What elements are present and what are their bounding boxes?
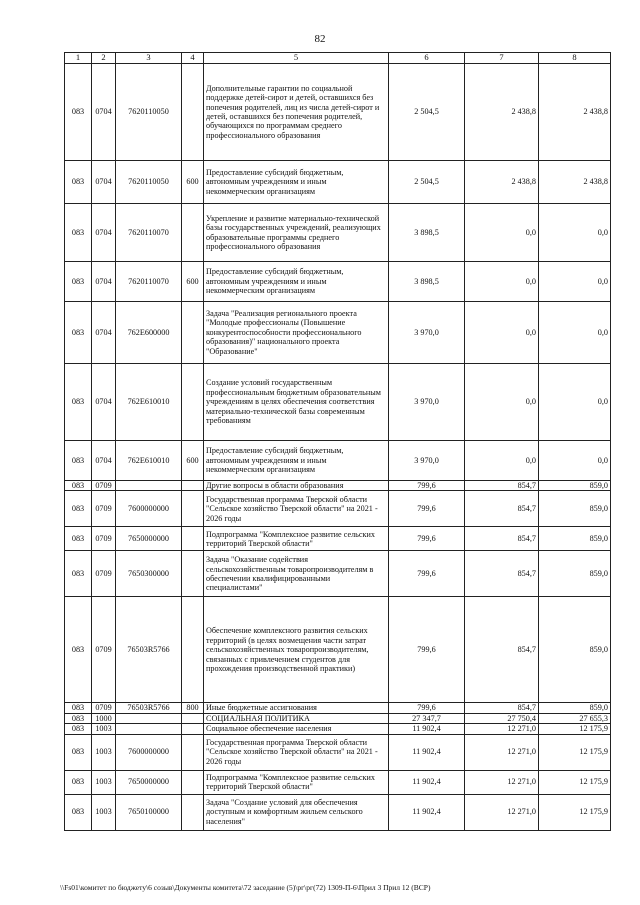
table-cell-8: 859,0 — [539, 491, 611, 527]
table-cell-3: 762E610010 — [116, 364, 182, 441]
table-cell-1: 083 — [65, 481, 92, 491]
table-cell-1: 083 — [65, 770, 92, 794]
table-cell-5: Дополнительные гарантии по социальной поддержке детей-сирот и детей, оставшихся без попечения родителей, лиц из числа детей-сирот и детей, оставшихся без попечения родителей, обучающихся по программам среднего профессионального образования — [204, 64, 389, 161]
table-cell-7: 0,0 — [465, 204, 539, 262]
table-cell-1: 083 — [65, 364, 92, 441]
table-row — [65, 491, 611, 527]
table-cell-6: 3 970,0 — [389, 302, 465, 364]
table-cell-4 — [182, 481, 204, 491]
table-cell-8: 2 438,8 — [539, 161, 611, 204]
table-cell-3: 76503R5766 — [116, 703, 182, 713]
table-row — [65, 770, 611, 794]
table-cell-8: 0,0 — [539, 262, 611, 302]
table-cell-7: 854,7 — [465, 551, 539, 597]
table-cell-2: 1000 — [92, 713, 116, 723]
column-header: 6 — [389, 53, 465, 64]
table-cell-4 — [182, 364, 204, 441]
table-cell-1: 083 — [65, 161, 92, 204]
table-cell-7: 854,7 — [465, 527, 539, 551]
table-cell-5: Обеспечение комплексного развития сельских территорий (в целях возмещения части затрат сельскохозяйственных товаропроизводителям, связанных с привлечением студентов для прохождения производственной практики) — [204, 597, 389, 703]
table-cell-3 — [116, 481, 182, 491]
table-cell-6: 3 970,0 — [389, 364, 465, 441]
table-cell-7: 854,7 — [465, 703, 539, 713]
table-row — [65, 161, 611, 204]
table-cell-1: 083 — [65, 64, 92, 161]
table-cell-6: 799,6 — [389, 597, 465, 703]
table-cell-4 — [182, 597, 204, 703]
table-cell-7: 12 271,0 — [465, 794, 539, 830]
table-cell-4 — [182, 527, 204, 551]
table-cell-7: 0,0 — [465, 441, 539, 481]
table-cell-2: 1003 — [92, 734, 116, 770]
table-cell-7: 854,7 — [465, 481, 539, 491]
table-cell-4 — [182, 734, 204, 770]
table-cell-3: 7620110070 — [116, 204, 182, 262]
table-cell-1: 083 — [65, 302, 92, 364]
column-header: 2 — [92, 53, 116, 64]
column-number-row — [65, 53, 611, 64]
table-cell-5: Задача "Оказание содействия сельскохозяйственным товаропроизводителям в обеспечении квалифицированными специалистами" — [204, 551, 389, 597]
table-cell-8: 0,0 — [539, 204, 611, 262]
table-cell-8: 859,0 — [539, 481, 611, 491]
table-row — [65, 703, 611, 713]
table-cell-2: 0704 — [92, 262, 116, 302]
table-cell-4 — [182, 724, 204, 734]
table-cell-5: Другие вопросы в области образования — [204, 481, 389, 491]
table-cell-1: 083 — [65, 441, 92, 481]
table-cell-2: 0709 — [92, 551, 116, 597]
table-cell-1: 083 — [65, 734, 92, 770]
table-cell-2: 0709 — [92, 703, 116, 713]
table-cell-3: 762E600000 — [116, 302, 182, 364]
table-cell-8: 0,0 — [539, 364, 611, 441]
table-cell-8: 12 175,9 — [539, 770, 611, 794]
table-row — [65, 734, 611, 770]
table-cell-5: Предоставление субсидий бюджетным, автономным учреждениям и иным некоммерческим организациям — [204, 161, 389, 204]
table-cell-3 — [116, 713, 182, 723]
table-cell-6: 799,6 — [389, 551, 465, 597]
table-row — [65, 527, 611, 551]
table-cell-3: 7650000000 — [116, 527, 182, 551]
table-row — [65, 302, 611, 364]
table-cell-6: 2 504,5 — [389, 161, 465, 204]
table-cell-6: 799,6 — [389, 481, 465, 491]
table-cell-5: Задача "Реализация регионального проекта "Молодые профессионалы (Повышение конкурентоспособности профессионального образования)" национального проекта "Образование" — [204, 302, 389, 364]
table-cell-5: СОЦИАЛЬНАЯ ПОЛИТИКА — [204, 713, 389, 723]
table-cell-8: 859,0 — [539, 597, 611, 703]
file-path-footer: \\Fs01\комитет по бюджету\6 созыв\Документы комитета\72 заседание (5)\рг\рг(72) 1309-П-6\Прил 3 Прил 12 (ВСР) — [60, 883, 431, 892]
table-cell-2: 0709 — [92, 597, 116, 703]
table-cell-8: 0,0 — [539, 441, 611, 481]
table-cell-4 — [182, 204, 204, 262]
table-cell-1: 083 — [65, 491, 92, 527]
table-cell-4: 600 — [182, 262, 204, 302]
table-cell-7: 12 271,0 — [465, 724, 539, 734]
column-header: 7 — [465, 53, 539, 64]
table-cell-1: 083 — [65, 703, 92, 713]
table-row — [65, 441, 611, 481]
table-cell-2: 0704 — [92, 302, 116, 364]
table-cell-2: 0709 — [92, 527, 116, 551]
table-cell-6: 2 504,5 — [389, 64, 465, 161]
table-cell-7: 12 271,0 — [465, 734, 539, 770]
table-cell-8: 0,0 — [539, 302, 611, 364]
table-cell-2: 0704 — [92, 441, 116, 481]
table-cell-8: 859,0 — [539, 527, 611, 551]
table-cell-5: Подпрограмма "Комплексное развитие сельских территорий Тверской области" — [204, 770, 389, 794]
table-cell-5: Иные бюджетные ассигнования — [204, 703, 389, 713]
table-cell-6: 799,6 — [389, 491, 465, 527]
table-cell-3: 7650000000 — [116, 770, 182, 794]
table-row — [65, 481, 611, 491]
table-cell-5: Подпрограмма "Комплексное развитие сельских территорий Тверской области" — [204, 527, 389, 551]
table-cell-8: 27 655,3 — [539, 713, 611, 723]
column-header: 1 — [65, 53, 92, 64]
table-cell-7: 0,0 — [465, 262, 539, 302]
table-row — [65, 551, 611, 597]
table-cell-6: 11 902,4 — [389, 770, 465, 794]
table-cell-8: 859,0 — [539, 703, 611, 713]
table-cell-7: 0,0 — [465, 302, 539, 364]
table-row — [65, 794, 611, 830]
table-cell-2: 1003 — [92, 794, 116, 830]
table-cell-4: 800 — [182, 703, 204, 713]
table-cell-1: 083 — [65, 597, 92, 703]
table-cell-3: 7620110070 — [116, 262, 182, 302]
table-cell-4 — [182, 713, 204, 723]
table-cell-3: 7650300000 — [116, 551, 182, 597]
table-cell-1: 083 — [65, 794, 92, 830]
table-cell-6: 11 902,4 — [389, 734, 465, 770]
table-cell-3: 7620110050 — [116, 161, 182, 204]
table-cell-6: 27 347,7 — [389, 713, 465, 723]
table-cell-1: 083 — [65, 262, 92, 302]
page-number: 82 — [314, 33, 326, 45]
table-cell-2: 0704 — [92, 161, 116, 204]
table-cell-4 — [182, 491, 204, 527]
table-cell-5: Предоставление субсидий бюджетным, автономным учреждениям и иным некоммерческим организациям — [204, 441, 389, 481]
table-cell-7: 854,7 — [465, 491, 539, 527]
table-row — [65, 262, 611, 302]
table-cell-5: Предоставление субсидий бюджетным, автономным учреждениям и иным некоммерческим организациям — [204, 262, 389, 302]
table-cell-6: 3 898,5 — [389, 262, 465, 302]
table-row — [65, 597, 611, 703]
table-cell-2: 0704 — [92, 204, 116, 262]
table-cell-1: 083 — [65, 713, 92, 723]
table-cell-1: 083 — [65, 527, 92, 551]
table-cell-2: 0709 — [92, 481, 116, 491]
table-cell-4 — [182, 770, 204, 794]
table-cell-3: 7620110050 — [116, 64, 182, 161]
table-cell-2: 1003 — [92, 724, 116, 734]
budget-table — [64, 52, 611, 831]
table-cell-5: Государственная программа Тверской области "Сельское хозяйство Тверской области" на 2021 - 2026 годы — [204, 734, 389, 770]
table-cell-3: 762E610010 — [116, 441, 182, 481]
table-cell-6: 3 898,5 — [389, 204, 465, 262]
table-cell-1: 083 — [65, 551, 92, 597]
table-cell-3 — [116, 724, 182, 734]
table-cell-4: 600 — [182, 441, 204, 481]
column-header: 5 — [204, 53, 389, 64]
table-cell-4 — [182, 302, 204, 364]
table-row — [65, 713, 611, 723]
table-cell-4 — [182, 64, 204, 161]
table-cell-5: Социальное обеспечение населения — [204, 724, 389, 734]
table-row — [65, 204, 611, 262]
table-cell-2: 0704 — [92, 64, 116, 161]
table-cell-7: 12 271,0 — [465, 770, 539, 794]
table-cell-5: Государственная программа Тверской области "Сельское хозяйство Тверской области" на 2021 - 2026 годы — [204, 491, 389, 527]
table-body — [65, 64, 611, 831]
table-cell-7: 2 438,8 — [465, 64, 539, 161]
table-cell-6: 11 902,4 — [389, 794, 465, 830]
column-header: 4 — [182, 53, 204, 64]
table-cell-8: 12 175,9 — [539, 724, 611, 734]
table-cell-5: Задача "Создание условий для обеспечения доступным и комфортным жильем сельского населения" — [204, 794, 389, 830]
table-cell-4 — [182, 551, 204, 597]
table-cell-6: 799,6 — [389, 703, 465, 713]
table-cell-2: 1003 — [92, 770, 116, 794]
table-cell-4 — [182, 794, 204, 830]
table-cell-3: 76503R5766 — [116, 597, 182, 703]
table-cell-2: 0709 — [92, 491, 116, 527]
table-cell-6: 11 902,4 — [389, 724, 465, 734]
table-cell-2: 0704 — [92, 364, 116, 441]
table-cell-7: 27 750,4 — [465, 713, 539, 723]
table-cell-4: 600 — [182, 161, 204, 204]
column-header: 3 — [116, 53, 182, 64]
table-row — [65, 64, 611, 161]
table-cell-5: Укрепление и развитие материально-технической базы государственных учреждений, реализующих образовательные программы среднего профессионального образования — [204, 204, 389, 262]
table-cell-1: 083 — [65, 724, 92, 734]
table-row — [65, 724, 611, 734]
table-cell-7: 0,0 — [465, 364, 539, 441]
table-cell-5: Создание условий государственным профессиональным бюджетным образовательным учреждениям в целях обеспечения соответствия материально-технической базы современным требованиям — [204, 364, 389, 441]
table-cell-1: 083 — [65, 204, 92, 262]
table-cell-7: 854,7 — [465, 597, 539, 703]
table-cell-3: 7600000000 — [116, 734, 182, 770]
table-cell-6: 3 970,0 — [389, 441, 465, 481]
table-cell-7: 2 438,8 — [465, 161, 539, 204]
table-cell-3: 7650100000 — [116, 794, 182, 830]
table-cell-8: 2 438,8 — [539, 64, 611, 161]
table-cell-3: 7600000000 — [116, 491, 182, 527]
table-row — [65, 364, 611, 441]
table-cell-8: 859,0 — [539, 551, 611, 597]
table-cell-8: 12 175,9 — [539, 734, 611, 770]
table-cell-8: 12 175,9 — [539, 794, 611, 830]
column-header: 8 — [539, 53, 611, 64]
table-cell-6: 799,6 — [389, 527, 465, 551]
